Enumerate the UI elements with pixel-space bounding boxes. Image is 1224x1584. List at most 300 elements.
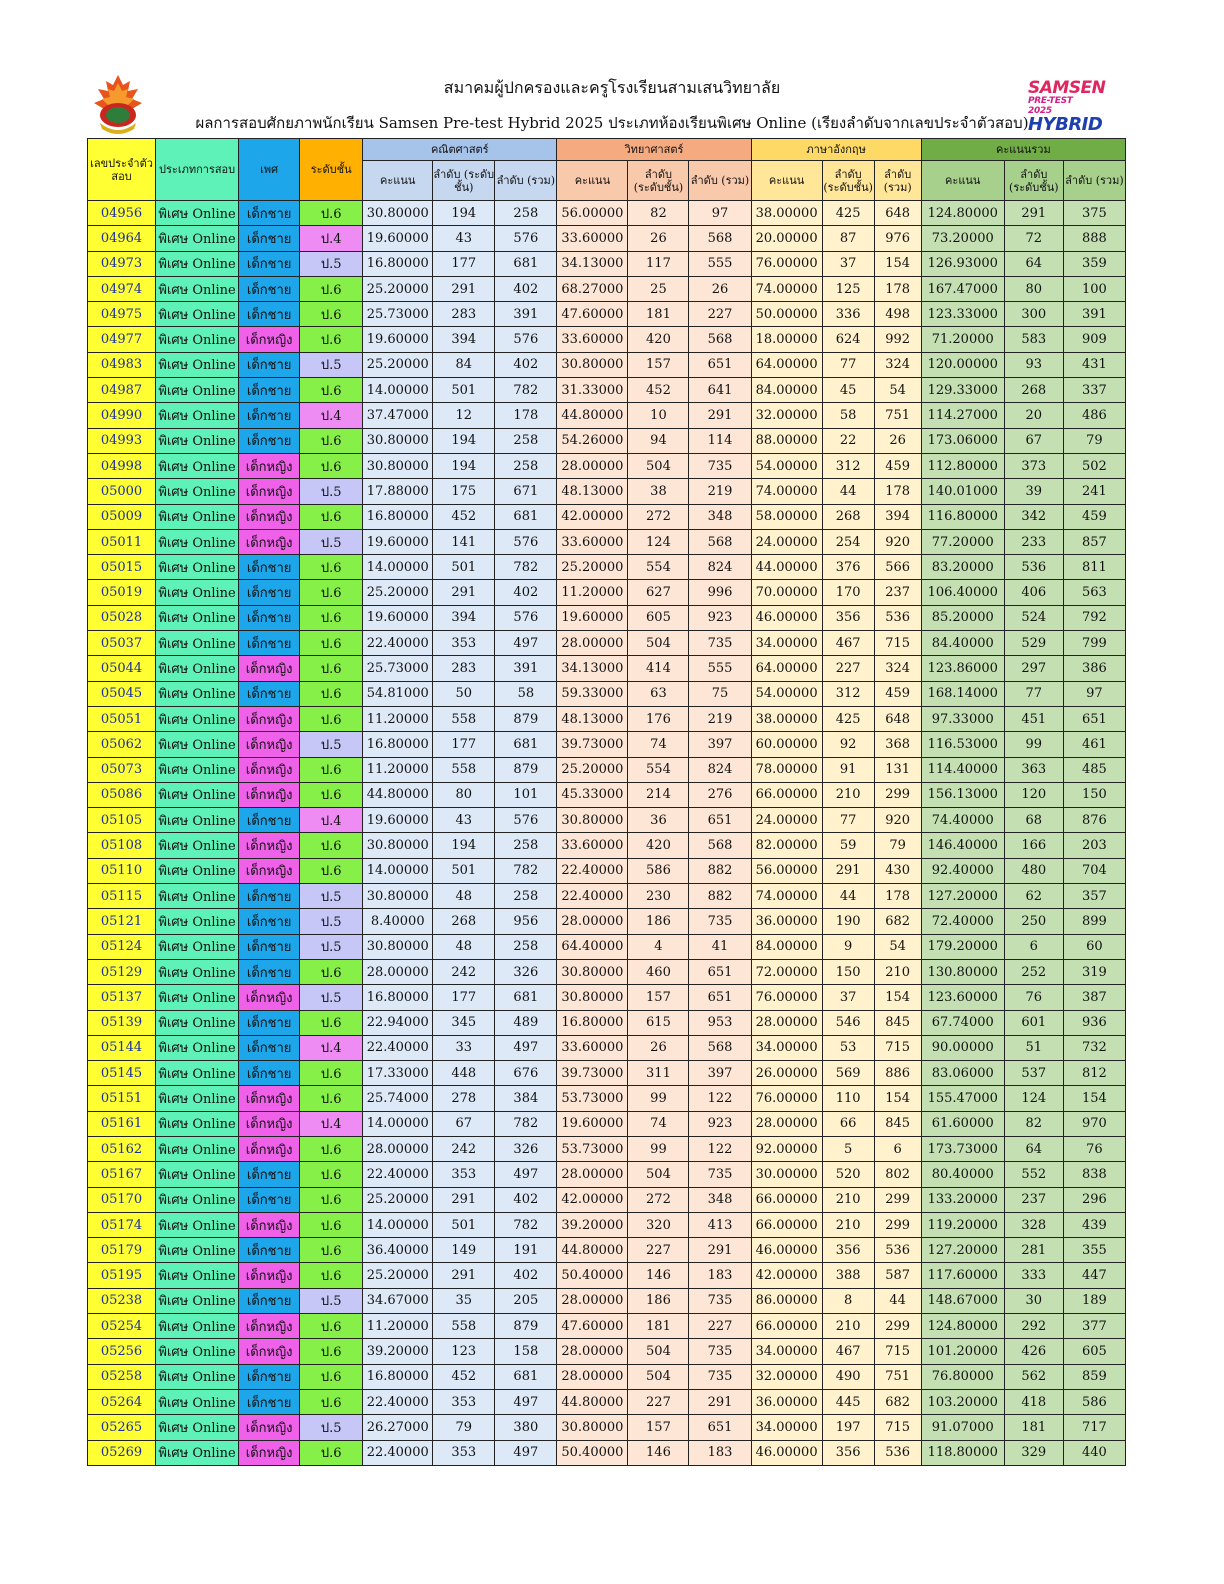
science-rank-level-cell: 452 bbox=[628, 378, 689, 403]
exam-id-cell: 04956 bbox=[88, 201, 156, 226]
math-rank-level-cell: 448 bbox=[433, 1061, 495, 1086]
math-rank-level-cell: 149 bbox=[433, 1238, 495, 1263]
exam-type-cell: พิเศษ Online bbox=[156, 1364, 239, 1389]
grade-level-cell: ป.6 bbox=[300, 276, 363, 301]
english-rank-all-cell: 682 bbox=[874, 909, 921, 934]
english-rank-all-cell: 459 bbox=[874, 453, 921, 478]
exam-type-cell: พิเศษ Online bbox=[156, 327, 239, 352]
exam-id-cell: 05000 bbox=[88, 479, 156, 504]
header-english-score: คะแนน bbox=[751, 161, 822, 201]
total-rank-all-cell: 386 bbox=[1063, 656, 1125, 681]
total-rank-level-cell: 124 bbox=[1004, 1086, 1063, 1111]
sex-cell: เด็กชาย bbox=[239, 934, 300, 959]
english-score-cell: 58.00000 bbox=[751, 504, 822, 529]
total-score-cell: 112.80000 bbox=[921, 453, 1004, 478]
sex-cell: เด็กหญิง bbox=[239, 453, 300, 478]
total-rank-level-cell: 99 bbox=[1004, 732, 1063, 757]
total-rank-level-cell: 536 bbox=[1004, 555, 1063, 580]
math-rank-all-cell: 384 bbox=[495, 1086, 557, 1111]
english-rank-all-cell: 536 bbox=[874, 1440, 921, 1465]
english-rank-all-cell: 44 bbox=[874, 1288, 921, 1313]
math-score-cell: 25.73000 bbox=[363, 656, 433, 681]
math-rank-all-cell: 782 bbox=[495, 378, 557, 403]
sex-cell: เด็กหญิง bbox=[239, 529, 300, 554]
science-rank-level-cell: 420 bbox=[628, 327, 689, 352]
table-row bbox=[88, 656, 1126, 681]
science-rank-all-cell: 276 bbox=[689, 782, 751, 807]
sex-cell: เด็กชาย bbox=[239, 808, 300, 833]
science-score-cell: 25.20000 bbox=[557, 555, 628, 580]
science-rank-all-cell: 735 bbox=[689, 1288, 751, 1313]
math-rank-all-cell: 497 bbox=[495, 1389, 557, 1414]
science-rank-all-cell: 291 bbox=[689, 1389, 751, 1414]
total-rank-level-cell: 64 bbox=[1004, 1136, 1063, 1161]
science-rank-all-cell: 183 bbox=[689, 1263, 751, 1288]
english-rank-all-cell: 54 bbox=[874, 378, 921, 403]
math-rank-all-cell: 782 bbox=[495, 858, 557, 883]
math-rank-level-cell: 177 bbox=[433, 732, 495, 757]
english-rank-level-cell: 546 bbox=[822, 1010, 874, 1035]
english-rank-all-cell: 154 bbox=[874, 1086, 921, 1111]
science-rank-all-cell: 882 bbox=[689, 858, 751, 883]
total-score-cell: 179.20000 bbox=[921, 934, 1004, 959]
english-rank-all-cell: 324 bbox=[874, 656, 921, 681]
science-rank-level-cell: 272 bbox=[628, 1187, 689, 1212]
grade-level-cell: ป.6 bbox=[300, 555, 363, 580]
table-row bbox=[88, 201, 1126, 226]
total-rank-all-cell: 391 bbox=[1063, 302, 1125, 327]
english-score-cell: 46.00000 bbox=[751, 605, 822, 630]
english-rank-level-cell: 77 bbox=[822, 352, 874, 377]
math-rank-all-cell: 380 bbox=[495, 1415, 557, 1440]
english-rank-all-cell: 154 bbox=[874, 985, 921, 1010]
science-score-cell: 42.00000 bbox=[557, 504, 628, 529]
english-rank-level-cell: 125 bbox=[822, 276, 874, 301]
english-rank-all-cell: 566 bbox=[874, 555, 921, 580]
exam-id-cell: 05167 bbox=[88, 1162, 156, 1187]
science-rank-level-cell: 504 bbox=[628, 453, 689, 478]
english-score-cell: 64.00000 bbox=[751, 656, 822, 681]
english-rank-level-cell: 8 bbox=[822, 1288, 874, 1313]
table-row bbox=[88, 985, 1126, 1010]
header-english: ภาษาอังกฤษ bbox=[751, 139, 921, 161]
math-rank-level-cell: 35 bbox=[433, 1288, 495, 1313]
math-rank-level-cell: 501 bbox=[433, 1212, 495, 1237]
exam-type-cell: พิเศษ Online bbox=[156, 732, 239, 757]
english-rank-level-cell: 490 bbox=[822, 1364, 874, 1389]
grade-level-cell: ป.6 bbox=[300, 1086, 363, 1111]
exam-id-cell: 05121 bbox=[88, 909, 156, 934]
science-score-cell: 54.26000 bbox=[557, 428, 628, 453]
science-rank-level-cell: 26 bbox=[628, 1035, 689, 1060]
table-row bbox=[88, 1162, 1126, 1187]
science-rank-level-cell: 10 bbox=[628, 403, 689, 428]
exam-id-cell: 05144 bbox=[88, 1035, 156, 1060]
english-rank-level-cell: 37 bbox=[822, 985, 874, 1010]
math-score-cell: 22.40000 bbox=[363, 1389, 433, 1414]
grade-level-cell: ป.6 bbox=[300, 782, 363, 807]
science-rank-all-cell: 291 bbox=[689, 403, 751, 428]
sex-cell: เด็กหญิง bbox=[239, 504, 300, 529]
exam-type-cell: พิเศษ Online bbox=[156, 276, 239, 301]
english-rank-all-cell: 682 bbox=[874, 1389, 921, 1414]
math-rank-level-cell: 84 bbox=[433, 352, 495, 377]
science-score-cell: 44.80000 bbox=[557, 403, 628, 428]
total-score-cell: 117.60000 bbox=[921, 1263, 1004, 1288]
total-rank-all-cell: 485 bbox=[1063, 757, 1125, 782]
science-rank-level-cell: 230 bbox=[628, 884, 689, 909]
sex-cell: เด็กชาย bbox=[239, 555, 300, 580]
sex-cell: เด็กชาย bbox=[239, 1010, 300, 1035]
math-rank-level-cell: 194 bbox=[433, 428, 495, 453]
page-header bbox=[0, 0, 1224, 137]
table-row bbox=[88, 1086, 1126, 1111]
exam-type-cell: พิเศษ Online bbox=[156, 959, 239, 984]
total-score-cell: 114.27000 bbox=[921, 403, 1004, 428]
header-type: ประเภทการสอบ bbox=[156, 139, 239, 201]
math-score-cell: 44.80000 bbox=[363, 782, 433, 807]
exam-id-cell: 05137 bbox=[88, 985, 156, 1010]
science-rank-all-cell: 122 bbox=[689, 1086, 751, 1111]
math-score-cell: 30.80000 bbox=[363, 201, 433, 226]
exam-id-cell: 05139 bbox=[88, 1010, 156, 1035]
science-rank-all-cell: 75 bbox=[689, 681, 751, 706]
total-rank-level-cell: 297 bbox=[1004, 656, 1063, 681]
english-rank-all-cell: 154 bbox=[874, 251, 921, 276]
table-row bbox=[88, 833, 1126, 858]
science-rank-level-cell: 146 bbox=[628, 1440, 689, 1465]
table-row bbox=[88, 808, 1126, 833]
total-rank-all-cell: 154 bbox=[1063, 1086, 1125, 1111]
english-rank-all-cell: 715 bbox=[874, 631, 921, 656]
math-score-cell: 11.20000 bbox=[363, 757, 433, 782]
science-rank-all-cell: 953 bbox=[689, 1010, 751, 1035]
math-rank-all-cell: 782 bbox=[495, 1111, 557, 1136]
total-score-cell: 90.00000 bbox=[921, 1035, 1004, 1060]
sex-cell: เด็กชาย bbox=[239, 1187, 300, 1212]
grade-level-cell: ป.6 bbox=[300, 378, 363, 403]
exam-type-cell: พิเศษ Online bbox=[156, 1162, 239, 1187]
math-rank-all-cell: 497 bbox=[495, 1440, 557, 1465]
grade-level-cell: ป.6 bbox=[300, 1061, 363, 1086]
grade-level-cell: ป.6 bbox=[300, 1238, 363, 1263]
math-rank-all-cell: 391 bbox=[495, 656, 557, 681]
science-rank-all-cell: 824 bbox=[689, 757, 751, 782]
exam-id-cell: 05019 bbox=[88, 580, 156, 605]
exam-type-cell: พิเศษ Online bbox=[156, 1212, 239, 1237]
grade-level-cell: ป.6 bbox=[300, 327, 363, 352]
sex-cell: เด็กหญิง bbox=[239, 479, 300, 504]
english-rank-level-cell: 44 bbox=[822, 479, 874, 504]
grade-level-cell: ป.6 bbox=[300, 959, 363, 984]
total-rank-all-cell: 857 bbox=[1063, 529, 1125, 554]
total-score-cell: 156.13000 bbox=[921, 782, 1004, 807]
math-rank-level-cell: 501 bbox=[433, 555, 495, 580]
grade-level-cell: ป.6 bbox=[300, 580, 363, 605]
english-rank-all-cell: 299 bbox=[874, 782, 921, 807]
exam-type-cell: พิเศษ Online bbox=[156, 605, 239, 630]
grade-level-cell: ป.6 bbox=[300, 201, 363, 226]
english-score-cell: 76.00000 bbox=[751, 251, 822, 276]
exam-type-cell: พิเศษ Online bbox=[156, 808, 239, 833]
table-row bbox=[88, 1339, 1126, 1364]
science-rank-all-cell: 568 bbox=[689, 327, 751, 352]
exam-type-cell: พิเศษ Online bbox=[156, 1389, 239, 1414]
exam-type-cell: พิเศษ Online bbox=[156, 782, 239, 807]
math-score-cell: 54.81000 bbox=[363, 681, 433, 706]
table-row bbox=[88, 1288, 1126, 1313]
exam-type-cell: พิเศษ Online bbox=[156, 504, 239, 529]
total-rank-level-cell: 39 bbox=[1004, 479, 1063, 504]
english-rank-level-cell: 467 bbox=[822, 1339, 874, 1364]
grade-level-cell: ป.6 bbox=[300, 833, 363, 858]
science-rank-all-cell: 923 bbox=[689, 1111, 751, 1136]
total-rank-level-cell: 300 bbox=[1004, 302, 1063, 327]
total-score-cell: 126.93000 bbox=[921, 251, 1004, 276]
total-rank-level-cell: 328 bbox=[1004, 1212, 1063, 1237]
table-row bbox=[88, 1187, 1126, 1212]
english-rank-level-cell: 110 bbox=[822, 1086, 874, 1111]
sex-cell: เด็กชาย bbox=[239, 580, 300, 605]
total-score-cell: 84.40000 bbox=[921, 631, 1004, 656]
english-rank-level-cell: 53 bbox=[822, 1035, 874, 1060]
science-score-cell: 30.80000 bbox=[557, 808, 628, 833]
sex-cell: เด็กชาย bbox=[239, 302, 300, 327]
header-science-rank-level: ลำดับ (ระดับชั้น) bbox=[628, 161, 689, 201]
science-rank-all-cell: 735 bbox=[689, 1364, 751, 1389]
sex-cell: เด็กหญิง bbox=[239, 732, 300, 757]
total-rank-level-cell: 82 bbox=[1004, 1111, 1063, 1136]
grade-level-cell: ป.6 bbox=[300, 1212, 363, 1237]
english-score-cell: 44.00000 bbox=[751, 555, 822, 580]
science-rank-level-cell: 227 bbox=[628, 1389, 689, 1414]
sex-cell: เด็กชาย bbox=[239, 378, 300, 403]
math-rank-level-cell: 141 bbox=[433, 529, 495, 554]
exam-type-cell: พิเศษ Online bbox=[156, 1339, 239, 1364]
sex-cell: เด็กชาย bbox=[239, 1061, 300, 1086]
english-rank-level-cell: 92 bbox=[822, 732, 874, 757]
science-score-cell: 50.40000 bbox=[557, 1263, 628, 1288]
english-rank-all-cell: 54 bbox=[874, 934, 921, 959]
english-rank-level-cell: 291 bbox=[822, 858, 874, 883]
total-rank-all-cell: 189 bbox=[1063, 1288, 1125, 1313]
science-rank-all-cell: 348 bbox=[689, 1187, 751, 1212]
english-score-cell: 88.00000 bbox=[751, 428, 822, 453]
science-rank-all-cell: 219 bbox=[689, 479, 751, 504]
total-rank-all-cell: 76 bbox=[1063, 1136, 1125, 1161]
table-row bbox=[88, 580, 1126, 605]
science-score-cell: 53.73000 bbox=[557, 1086, 628, 1111]
math-rank-all-cell: 402 bbox=[495, 1263, 557, 1288]
science-score-cell: 28.00000 bbox=[557, 1288, 628, 1313]
total-score-cell: 97.33000 bbox=[921, 706, 1004, 731]
math-rank-all-cell: 205 bbox=[495, 1288, 557, 1313]
exam-id-cell: 05269 bbox=[88, 1440, 156, 1465]
math-score-cell: 22.40000 bbox=[363, 1440, 433, 1465]
science-rank-level-cell: 117 bbox=[628, 251, 689, 276]
total-rank-level-cell: 67 bbox=[1004, 428, 1063, 453]
table-row bbox=[88, 1010, 1126, 1035]
science-score-cell: 33.60000 bbox=[557, 1035, 628, 1060]
science-score-cell: 28.00000 bbox=[557, 909, 628, 934]
science-rank-all-cell: 568 bbox=[689, 529, 751, 554]
exam-id-cell: 05170 bbox=[88, 1187, 156, 1212]
math-score-cell: 25.20000 bbox=[363, 580, 433, 605]
english-rank-level-cell: 45 bbox=[822, 378, 874, 403]
table-row bbox=[88, 1136, 1126, 1161]
science-rank-level-cell: 605 bbox=[628, 605, 689, 630]
science-score-cell: 33.60000 bbox=[557, 833, 628, 858]
math-rank-all-cell: 326 bbox=[495, 959, 557, 984]
math-rank-level-cell: 177 bbox=[433, 251, 495, 276]
science-score-cell: 45.33000 bbox=[557, 782, 628, 807]
exam-id-cell: 05254 bbox=[88, 1314, 156, 1339]
page-subtitle: ผลการสอบศักยภาพนักเรียน Samsen Pre-test Hybrid 2025 ประเภทห้องเรียนพิเศษ Online (เรียงลำดับจากเลขประจำตัวสอบ) bbox=[195, 114, 1029, 132]
total-score-cell: 101.20000 bbox=[921, 1339, 1004, 1364]
science-score-cell: 19.60000 bbox=[557, 1111, 628, 1136]
science-rank-all-cell: 291 bbox=[689, 1238, 751, 1263]
math-rank-all-cell: 402 bbox=[495, 276, 557, 301]
english-score-cell: 54.00000 bbox=[751, 681, 822, 706]
total-rank-all-cell: 359 bbox=[1063, 251, 1125, 276]
header-science-rank-all: ลำดับ (รวม) bbox=[689, 161, 751, 201]
total-score-cell: 124.80000 bbox=[921, 201, 1004, 226]
english-rank-all-cell: 751 bbox=[874, 403, 921, 428]
total-rank-all-cell: 375 bbox=[1063, 201, 1125, 226]
math-rank-all-cell: 681 bbox=[495, 1364, 557, 1389]
total-rank-all-cell: 605 bbox=[1063, 1339, 1125, 1364]
science-score-cell: 30.80000 bbox=[557, 1415, 628, 1440]
total-score-cell: 127.20000 bbox=[921, 884, 1004, 909]
table-row bbox=[88, 605, 1126, 630]
exam-type-cell: พิเศษ Online bbox=[156, 1136, 239, 1161]
header-total-rank-level: ลำดับ (ระดับชั้น) bbox=[1004, 161, 1063, 201]
english-score-cell: 84.00000 bbox=[751, 378, 822, 403]
science-rank-all-cell: 122 bbox=[689, 1136, 751, 1161]
total-rank-level-cell: 233 bbox=[1004, 529, 1063, 554]
english-rank-all-cell: 299 bbox=[874, 1314, 921, 1339]
math-score-cell: 28.00000 bbox=[363, 959, 433, 984]
english-score-cell: 50.00000 bbox=[751, 302, 822, 327]
logo-line3: HYBRID bbox=[1028, 114, 1103, 135]
science-score-cell: 42.00000 bbox=[557, 1187, 628, 1212]
table-row bbox=[88, 479, 1126, 504]
grade-level-cell: ป.6 bbox=[300, 706, 363, 731]
exam-type-cell: พิเศษ Online bbox=[156, 757, 239, 782]
total-rank-level-cell: 76 bbox=[1004, 985, 1063, 1010]
math-rank-level-cell: 291 bbox=[433, 580, 495, 605]
total-rank-level-cell: 6 bbox=[1004, 934, 1063, 959]
math-rank-all-cell: 497 bbox=[495, 631, 557, 656]
header-science-score: คะแนน bbox=[557, 161, 628, 201]
english-score-cell: 74.00000 bbox=[751, 276, 822, 301]
total-rank-all-cell: 97 bbox=[1063, 681, 1125, 706]
total-rank-level-cell: 418 bbox=[1004, 1389, 1063, 1414]
sex-cell: เด็กชาย bbox=[239, 884, 300, 909]
english-rank-level-cell: 356 bbox=[822, 1238, 874, 1263]
math-rank-level-cell: 558 bbox=[433, 1314, 495, 1339]
total-rank-level-cell: 181 bbox=[1004, 1415, 1063, 1440]
english-rank-all-cell: 886 bbox=[874, 1061, 921, 1086]
exam-type-cell: พิเศษ Online bbox=[156, 1263, 239, 1288]
science-score-cell: 64.40000 bbox=[557, 934, 628, 959]
exam-id-cell: 05258 bbox=[88, 1364, 156, 1389]
science-rank-all-cell: 397 bbox=[689, 1061, 751, 1086]
total-score-cell: 155.47000 bbox=[921, 1086, 1004, 1111]
total-score-cell: 116.80000 bbox=[921, 504, 1004, 529]
english-score-cell: 46.00000 bbox=[751, 1440, 822, 1465]
english-rank-all-cell: 802 bbox=[874, 1162, 921, 1187]
math-rank-all-cell: 258 bbox=[495, 833, 557, 858]
science-rank-all-cell: 227 bbox=[689, 1314, 751, 1339]
total-score-cell: 167.47000 bbox=[921, 276, 1004, 301]
science-score-cell: 25.20000 bbox=[557, 757, 628, 782]
math-score-cell: 11.20000 bbox=[363, 706, 433, 731]
sex-cell: เด็กชาย bbox=[239, 1035, 300, 1060]
english-score-cell: 78.00000 bbox=[751, 757, 822, 782]
exam-type-cell: พิเศษ Online bbox=[156, 1238, 239, 1263]
sex-cell: เด็กชาย bbox=[239, 1389, 300, 1414]
exam-type-cell: พิเศษ Online bbox=[156, 378, 239, 403]
science-rank-level-cell: 99 bbox=[628, 1136, 689, 1161]
table-row bbox=[88, 631, 1126, 656]
results-table bbox=[87, 138, 1126, 1466]
science-score-cell: 22.40000 bbox=[557, 858, 628, 883]
math-rank-level-cell: 268 bbox=[433, 909, 495, 934]
math-rank-all-cell: 681 bbox=[495, 504, 557, 529]
total-rank-level-cell: 480 bbox=[1004, 858, 1063, 883]
science-rank-all-cell: 651 bbox=[689, 352, 751, 377]
grade-level-cell: ป.5 bbox=[300, 884, 363, 909]
total-rank-level-cell: 237 bbox=[1004, 1187, 1063, 1212]
english-score-cell: 34.00000 bbox=[751, 631, 822, 656]
math-score-cell: 16.80000 bbox=[363, 504, 433, 529]
sex-cell: เด็กชาย bbox=[239, 681, 300, 706]
grade-level-cell: ป.5 bbox=[300, 985, 363, 1010]
science-rank-level-cell: 554 bbox=[628, 757, 689, 782]
math-rank-all-cell: 782 bbox=[495, 1212, 557, 1237]
science-score-cell: 31.33000 bbox=[557, 378, 628, 403]
exam-id-cell: 05124 bbox=[88, 934, 156, 959]
math-rank-all-cell: 258 bbox=[495, 884, 557, 909]
science-rank-all-cell: 735 bbox=[689, 453, 751, 478]
total-rank-all-cell: 859 bbox=[1063, 1364, 1125, 1389]
table-row bbox=[88, 1035, 1126, 1060]
english-rank-all-cell: 394 bbox=[874, 504, 921, 529]
english-rank-all-cell: 498 bbox=[874, 302, 921, 327]
science-score-cell: 33.60000 bbox=[557, 226, 628, 251]
sex-cell: เด็กหญิง bbox=[239, 1086, 300, 1111]
table-row bbox=[88, 1212, 1126, 1237]
science-rank-level-cell: 186 bbox=[628, 1288, 689, 1313]
math-rank-level-cell: 242 bbox=[433, 959, 495, 984]
english-rank-level-cell: 197 bbox=[822, 1415, 874, 1440]
math-score-cell: 25.20000 bbox=[363, 1263, 433, 1288]
table-row bbox=[88, 1061, 1126, 1086]
total-score-cell: 133.20000 bbox=[921, 1187, 1004, 1212]
science-rank-level-cell: 157 bbox=[628, 352, 689, 377]
exam-id-cell: 05009 bbox=[88, 504, 156, 529]
total-rank-all-cell: 909 bbox=[1063, 327, 1125, 352]
exam-id-cell: 05129 bbox=[88, 959, 156, 984]
exam-id-cell: 05108 bbox=[88, 833, 156, 858]
english-score-cell: 28.00000 bbox=[751, 1111, 822, 1136]
logo-line2: PRE-TEST 2025 bbox=[1028, 96, 1073, 116]
english-rank-level-cell: 150 bbox=[822, 959, 874, 984]
math-score-cell: 19.60000 bbox=[363, 605, 433, 630]
total-rank-all-cell: 717 bbox=[1063, 1415, 1125, 1440]
science-rank-level-cell: 176 bbox=[628, 706, 689, 731]
